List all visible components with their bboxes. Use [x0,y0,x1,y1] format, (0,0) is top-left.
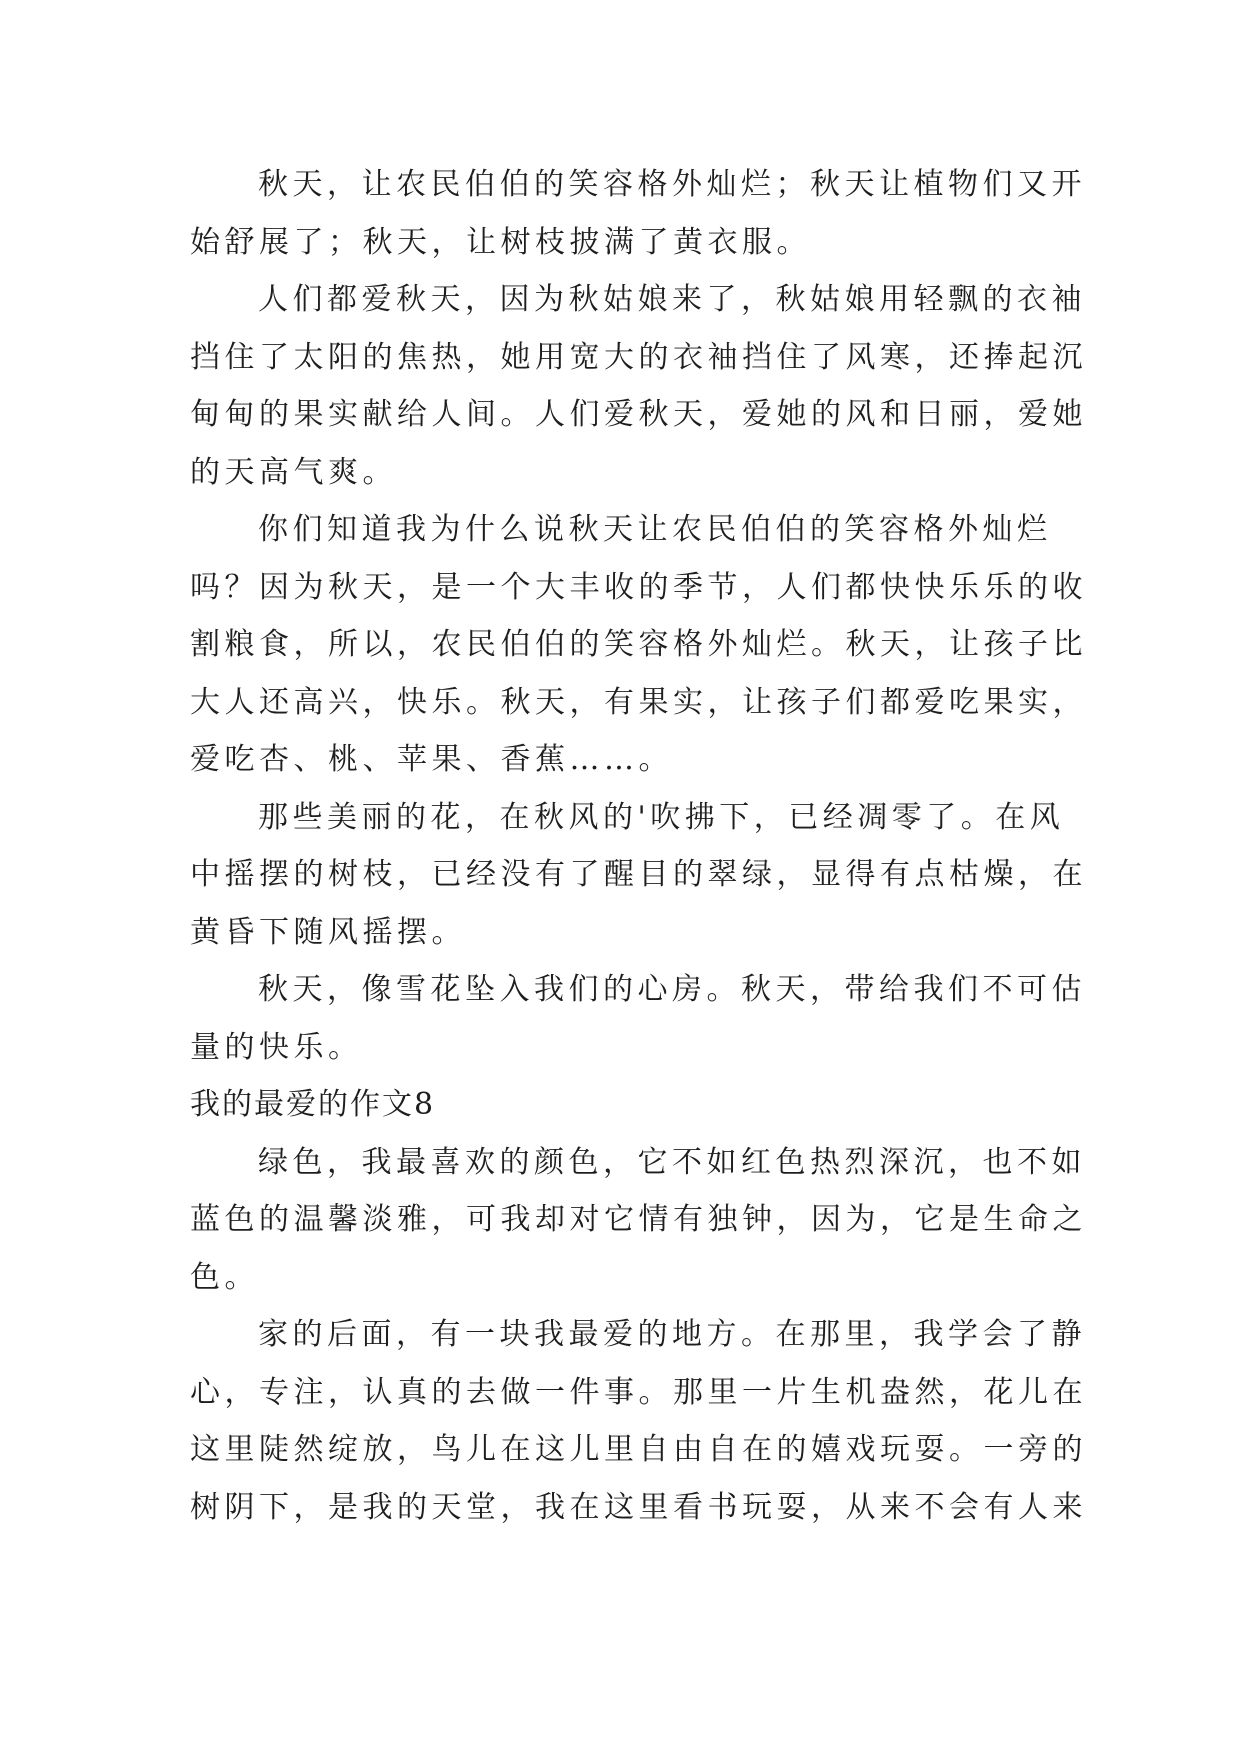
paragraph-line: 树阴下，是我的天堂，我在这里看书玩耍，从来不会有人来 [190,1489,1087,1525]
document-body [190,156,1087,1536]
paragraph-line: 蓝色的温馨淡雅，可我却对它情有独钟，因为，它是生命之 [190,1202,1087,1237]
paragraph-line: 量的快乐。 [190,1029,363,1065]
paragraph-line: 挡住了太阳的焦热，她用宽大的衣袖挡住了风寒，还捧起沉 [190,339,1087,375]
paragraph-line: 那些美丽的花，在秋风的'吹拂下，已经凋零了。在风 [258,799,1065,835]
paragraph-line: 割粮食，所以，农民伯伯的笑容格外灿烂。秋天，让孩子比 [190,627,1087,662]
paragraph-line: 中摇摆的树枝，已经没有了醒目的翠绿，显得有点枯燥，在 [190,857,1087,892]
paragraph-line: 黄昏下随风摇摆。 [190,914,466,950]
paragraph-line: 爱吃杏、桃、苹果、香蕉……。 [190,742,673,777]
paragraph-line: 家的后面，有一块我最爱的地方。在那里，我学会了静 [258,1317,1086,1352]
section-title: 我的最爱的作文8 [190,1087,436,1122]
paragraph-line: 秋天，像雪花坠入我们的心房。秋天，带给我们不可估 [258,972,1086,1007]
paragraph-line: 大人还高兴，快乐。秋天，有果实，让孩子们都爱吃果实， [190,684,1087,720]
paragraph-line: 人们都爱秋天，因为秋姑娘来了，秋姑娘用轻飘的衣袖 [258,282,1086,317]
paragraph-line: 甸甸的果实献给人间。人们爱秋天，爱她的风和日丽，爱她 [190,397,1087,432]
paragraph-line: 秋天，让农民伯伯的笑容格外灿烂；秋天让植物们又开 [258,167,1086,202]
paragraph-line: 的天高气爽。 [190,454,397,490]
paragraph-line: 绿色，我最喜欢的颜色，它不如红色热烈深沉，也不如 [258,1144,1086,1180]
paragraph-line: 始舒展了；秋天，让树枝披满了黄衣服。 [190,224,811,260]
paragraph-line: 色。 [190,1259,259,1295]
paragraph-line: 你们知道我为什么说秋天让农民伯伯的笑容格外灿烂 [258,512,1052,547]
paragraph-line: 心，专注，认真的去做一件事。那里一片生机盎然，花儿在 [190,1374,1087,1410]
paragraph-line: 这里陡然绽放，鸟儿在这儿里自由自在的嬉戏玩耍。一旁的 [190,1432,1087,1467]
paragraph-line: 吗？因为秋天，是一个大丰收的季节，人们都快快乐乐的收 [190,569,1087,605]
